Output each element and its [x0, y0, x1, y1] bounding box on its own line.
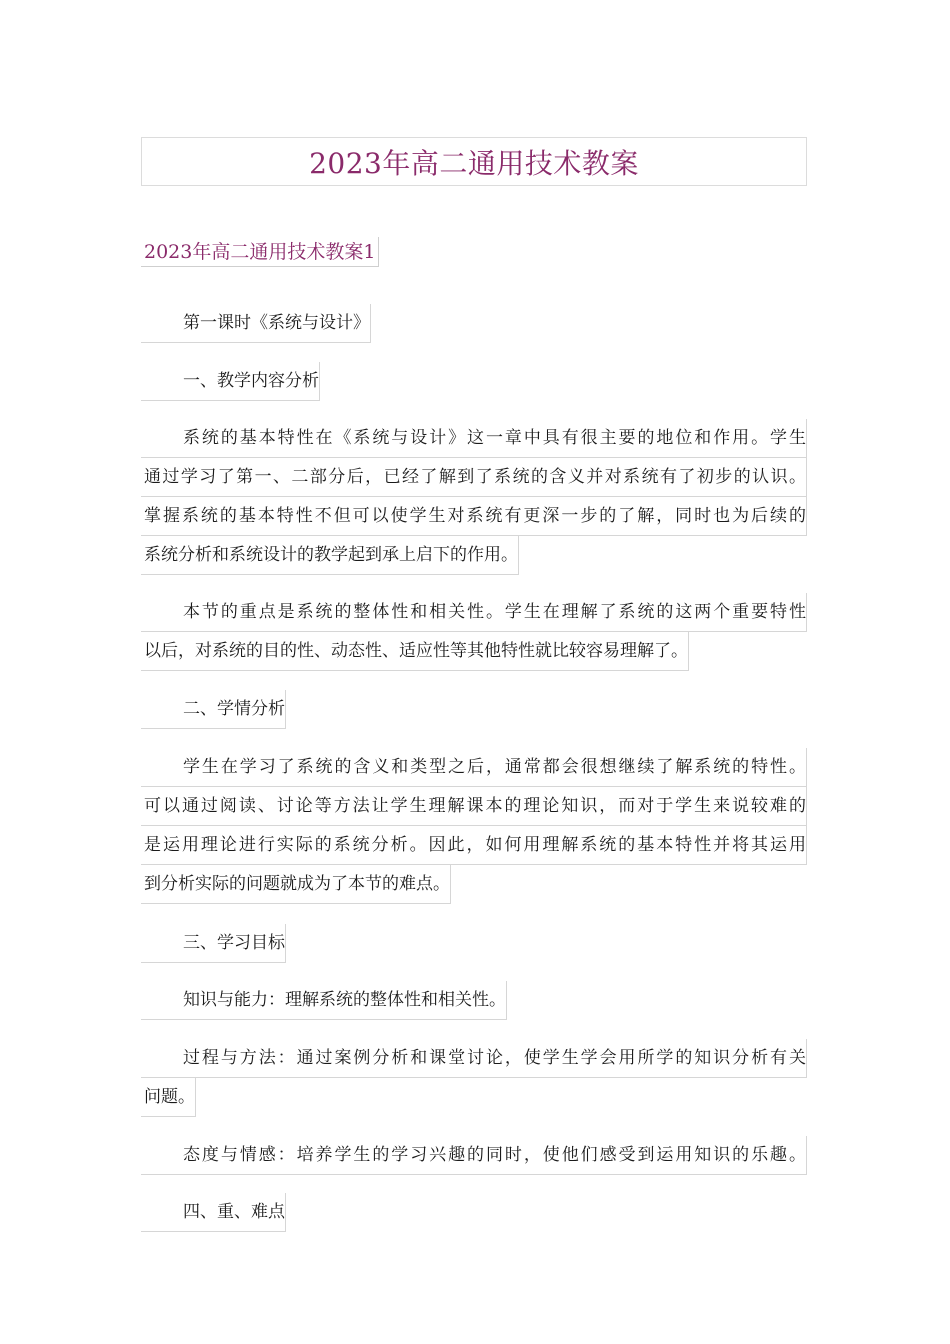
paragraph-line: 掌握系统的基本特性不但可以使学生对系统有更深一步的了解，同时也为后续的 [141, 497, 807, 536]
paragraph-line: 到分析实际的问题就成为了本节的难点。 [141, 865, 451, 904]
paragraph-line: 过程与方法：通过案例分析和课堂讨论，使学生学会用所学的知识分析有关 [141, 1039, 807, 1078]
paragraph-line: 以后，对系统的目的性、动态性、适应性等其他特性就比较容易理解了。 [141, 632, 689, 671]
heading-key-difficulties [141, 1193, 807, 1232]
heading-learning-goals [141, 924, 807, 963]
paragraph-line: 四、重、难点 [141, 1193, 286, 1232]
paragraph-line: 学生在学习了系统的含义和类型之后，通常都会很想继续了解系统的特性。 [141, 748, 807, 787]
paragraph-line: 系统分析和系统设计的教学起到承上启下的作用。 [141, 536, 519, 575]
paragraph-goal-knowledge [141, 981, 807, 1020]
paragraph-line: 第一课时《系统与设计》 [141, 304, 371, 343]
paragraph-line: 态度与情感：培养学生的学习兴趣的同时，使他们感受到运用知识的乐趣。 [141, 1136, 807, 1175]
paragraph-line: 一、教学内容分析 [141, 362, 320, 401]
paragraph-line: 问题。 [141, 1078, 196, 1117]
heading-content-analysis [141, 362, 807, 401]
paragraph-line: 可以通过阅读、讨论等方法让学生理解课本的理论知识，而对于学生来说较难的 [141, 787, 807, 826]
paragraph-content-analysis [141, 419, 807, 575]
section-title: 2023年高二通用技术教案1 [141, 237, 379, 267]
paragraph-line: 本节的重点是系统的整体性和相关性。学生在理解了系统的这两个重要特性 [141, 593, 807, 632]
paragraph-lesson-title [141, 304, 807, 343]
paragraph-line: 系统的基本特性在《系统与设计》这一章中具有很主要的地位和作用。学生 [141, 419, 807, 458]
paragraph-key-points [141, 593, 807, 671]
paragraph-goal-attitude [141, 1136, 807, 1175]
heading-student-analysis [141, 690, 807, 729]
paragraph-goal-process [141, 1039, 807, 1117]
paragraph-student-analysis [141, 748, 807, 904]
paragraph-line: 知识与能力：理解系统的整体性和相关性。 [141, 981, 507, 1020]
paragraph-line: 是运用理论进行实际的系统分析。因此，如何用理解系统的基本特性并将其运用 [141, 826, 807, 865]
paragraph-line: 二、学情分析 [141, 690, 286, 729]
paragraph-line: 三、学习目标 [141, 924, 286, 963]
document-title: 2023年高二通用技术教案 [141, 137, 807, 186]
paragraph-line: 通过学习了第一、二部分后，已经了解到了系统的含义并对系统有了初步的认识。 [141, 458, 807, 497]
